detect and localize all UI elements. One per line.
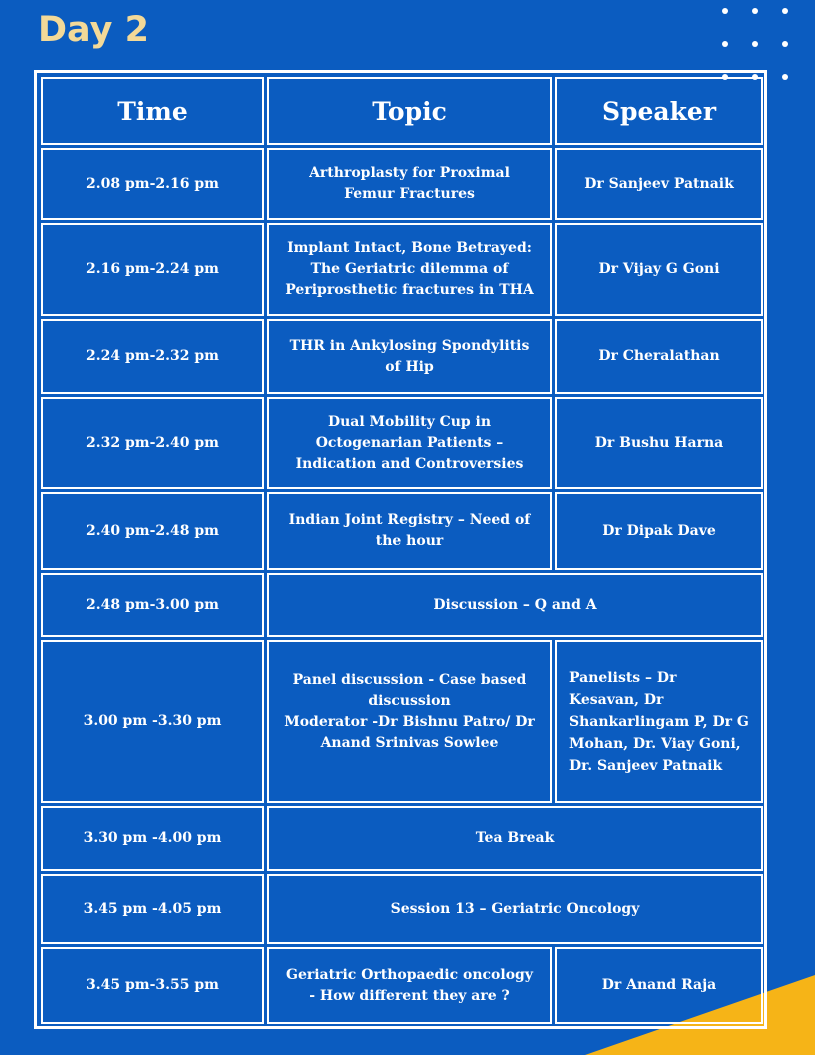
row-5-time: 2.40 pm-2.48 pm: [41, 492, 264, 570]
row-4-time: 2.32 pm-2.40 pm: [41, 397, 264, 489]
row-5-topic: Indian Joint Registry – Need of the hour: [267, 492, 552, 570]
row-8-time: 3.30 pm -4.00 pm: [41, 806, 264, 871]
header-speaker: Speaker: [555, 77, 763, 145]
decorative-dot: [782, 74, 788, 80]
row-2-topic: Implant Intact, Bone Betrayed: The Geriatric dilemma of Periprosthetic fractures in THA: [267, 223, 552, 316]
row-7-speaker: Panelists – Dr Kesavan, Dr Shankarlingam P, Dr G Mohan, Dr. Viay Goni, Dr. Sanjeev Patnaik: [555, 640, 763, 803]
row-10-topic: Geriatric Orthopaedic oncology - How different they are ?: [267, 947, 552, 1024]
row-10-time: 3.45 pm-3.55 pm: [41, 947, 264, 1024]
header-time: Time: [41, 77, 264, 145]
page-title: Day 2: [38, 10, 149, 50]
decorative-dot: [752, 8, 758, 14]
row-3-time: 2.24 pm-2.32 pm: [41, 319, 264, 394]
row-9-time: 3.45 pm -4.05 pm: [41, 874, 264, 944]
header-topic: Topic: [267, 77, 552, 145]
decorative-dot: [782, 8, 788, 14]
row-6-time: 2.48 pm-3.00 pm: [41, 573, 264, 637]
row-1-speaker: Dr Sanjeev Patnaik: [555, 148, 763, 220]
row-4-topic: Dual Mobility Cup in Octogenarian Patients – Indication and Controversies: [267, 397, 552, 489]
row-6-topic: Discussion – Q and A: [267, 573, 763, 637]
schedule-table: [34, 70, 767, 1029]
decorative-dot: [752, 41, 758, 47]
decorative-dot: [722, 41, 728, 47]
row-10-speaker: Dr Anand Raja: [555, 947, 763, 1024]
row-5-speaker: Dr Dipak Dave: [555, 492, 763, 570]
decorative-dot: [782, 41, 788, 47]
decorative-dot: [722, 8, 728, 14]
row-8-topic: Tea Break: [267, 806, 763, 871]
row-1-topic: Arthroplasty for Proximal Femur Fractures: [267, 148, 552, 220]
row-4-speaker: Dr Bushu Harna: [555, 397, 763, 489]
row-9-topic: Session 13 – Geriatric Oncology: [267, 874, 763, 944]
row-7-time: 3.00 pm -3.30 pm: [41, 640, 264, 803]
row-3-speaker: Dr Cheralathan: [555, 319, 763, 394]
row-3-topic: THR in Ankylosing Spondylitis of Hip: [267, 319, 552, 394]
row-2-time: 2.16 pm-2.24 pm: [41, 223, 264, 316]
row-1-time: 2.08 pm-2.16 pm: [41, 148, 264, 220]
row-7-topic: Panel discussion - Case based discussion Moderator -Dr Bishnu Patro/ Dr Anand Srinivas Sowlee: [267, 640, 552, 803]
row-2-speaker: Dr Vijay G Goni: [555, 223, 763, 316]
